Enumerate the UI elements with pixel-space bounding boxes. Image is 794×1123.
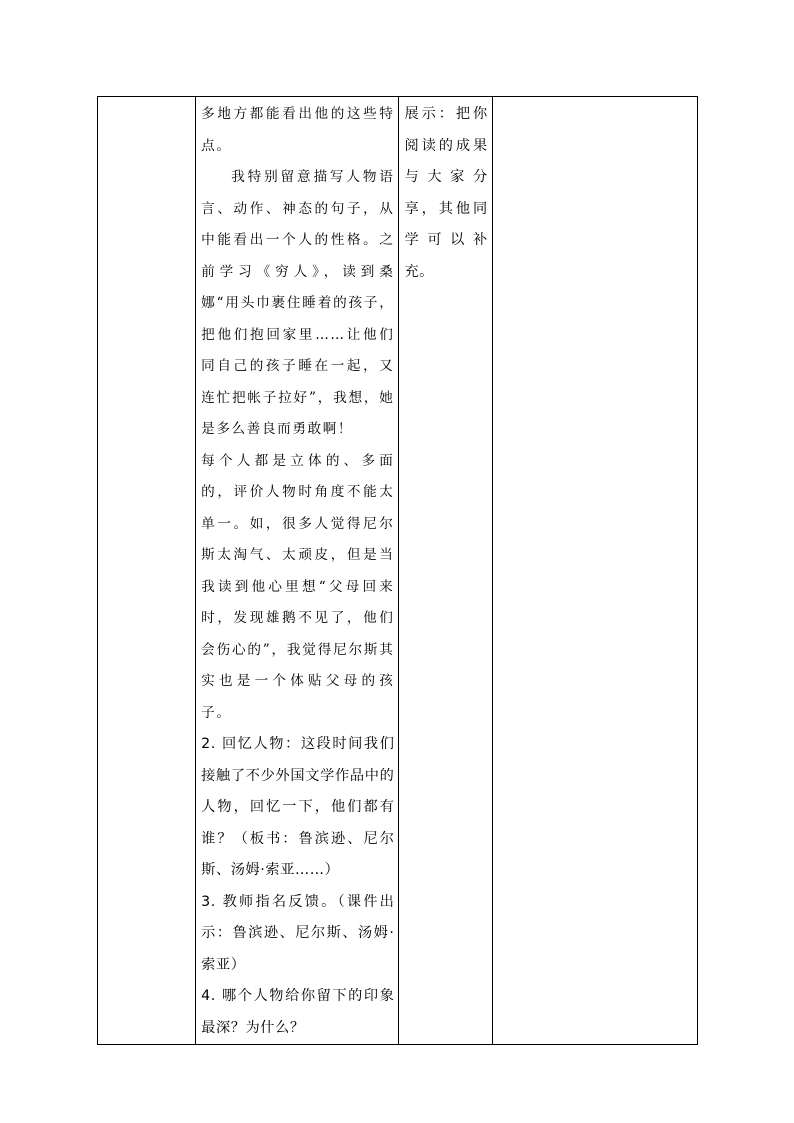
step-4-deepest-impression: 4. 哪个人物给你留下的印象最深？为什么？: [201, 988, 395, 1036]
section-cell: [98, 97, 196, 1045]
student-activity-cell: [399, 97, 492, 1045]
paragraph-traits: 多地方都能看出他的这些特点。: [201, 106, 395, 154]
lesson-table: [97, 96, 698, 1045]
teaching-process-cell: [196, 97, 399, 1045]
student-activity-text: 展示：把你阅读的成果与大家分享，其他同学可以补充。: [404, 106, 488, 280]
notes-cell: [492, 97, 697, 1045]
paragraph-nils-example: 每个人都是立体的、多面的，评价人物时角度不能太单一。如，很多人觉得尼尔斯太淘气、太顽皮，但是当我读到他心里想“父母回来时，发现雄鹅不见了，他们会伤心的”，我觉得尼尔斯其实也是一个体贴父母的孩子。: [201, 452, 395, 721]
notes-text: [493, 97, 697, 99]
step-3-teacher-feedback: 3. 教师指名反馈。（课件出示：鲁滨逊、尼尔斯、汤姆·索亚）: [201, 893, 395, 973]
section-text: [98, 97, 195, 99]
step-2-recall-characters: 2. 回忆人物：这段时间我们接触了不少外国文学作品中的人物，回忆一下，他们都有谁？（板书：鲁滨逊、尼尔斯、汤姆·索亚……）: [201, 736, 395, 878]
paragraph-sangna-example: 我特别留意描写人物语言、动作、神态的句子，从中能看出一个人的性格。之前学习《穷人》，读到桑娜“用头巾裹住睡着的孩子，把他们抱回家里……让他们同自己的孩子睡在一起，又连忙把帐子拉好”，我想，她是多么善良而勇敢啊！: [201, 169, 395, 437]
table-row: [98, 97, 698, 1045]
